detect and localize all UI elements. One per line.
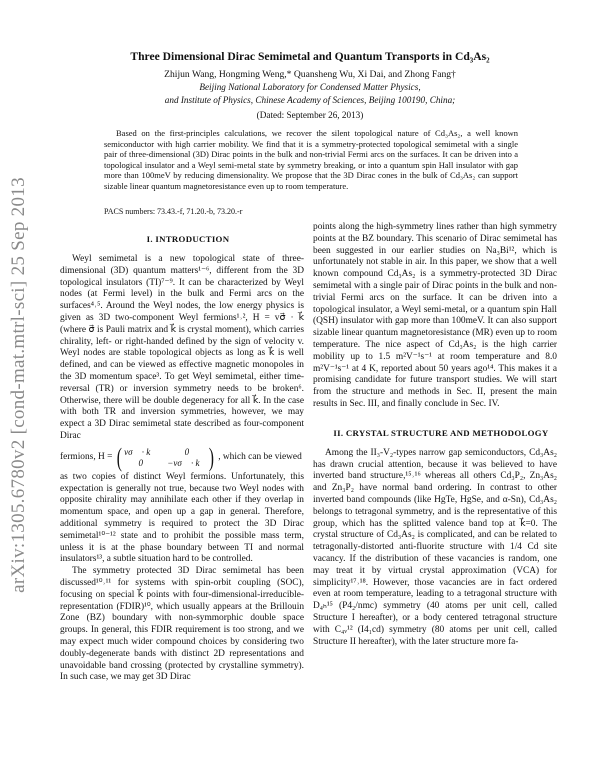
- arxiv-stamp: [2, 130, 36, 640]
- equation-suffix: , which can be viewed: [218, 451, 302, 462]
- author-list: Zhijun Wang, Hongming Weng,* Quansheng Wu, Xi Dai, and Zhong Fang†: [164, 69, 456, 80]
- pacs-numbers: PACS numbers: 73.43.-f, 71.20.-b, 73.20.-r: [104, 207, 243, 216]
- date-line: (Dated: September 26, 2013): [256, 110, 364, 120]
- left-column: [60, 233, 304, 684]
- equation-prefix: fermions, H =: [60, 451, 113, 462]
- matrix-entry-11: vσ⃗ · k⃗: [124, 447, 158, 458]
- matrix-entry-21: 0: [138, 458, 143, 469]
- crystal-paragraph-1: Among the II₃-V₂-types narrow gap semiconductors, Cd₃As₂ has drawn crucial attention, because it was believed to have inverted band structure,¹⁵˒¹⁶ whereas all others Cd₃P₂, Zn₃As₂ and Zn₃P₂ have normal band ordering. In contrast to other inverted band compounds (like HgTe, HgSe, and α-Sn), Cd₃As₂ belongs to tetragonal symmetry, and is the representative of this group, which has the splitted valence band top at k⃗=0. The crystal structure of Cd₃As₂ is complicated, and can be related to tetragonally-distorted anti-fluorite structure with 1/4 Cd site vacancy. If the distribution of these vacancies is random, one may treat it by virtual crystal approximation (VCA) for simplicity¹⁷˒¹⁸. However, those vacancies are in fact ordered even at room temperature, leading to a tetragonal structure with D₄ₕ¹⁵ (P4₂/nmc) symmetry (40 atoms per unit cell, called Structure I hereafter), or a body centered tetragonal structure with C₄ᵥ¹² (I4₁cd) symmetry (80 atoms per unit cell, called Structure II hereafter), with the later structure more fa-: [313, 447, 557, 647]
- intro-paragraph-2: The symmetry protected 3D Dirac semimetal has been discussed¹⁰˒¹¹ for systems with spin-orbit coupling (SOC), focusing on special k⃗ points with four-dimensional-irreducible-representation (FDIR)¹⁰, which usually appears at the Brillouin Zone (BZ) boundary with non-symmorphic double space groups. In general, this FDIR requirement is too strong, and we may expect much wider compound choices by considering two doubly-degenerate bands with distinct 2D representations and unavoidable band crossing (protected by crystalline symmetry). In such case, we may get 3D Dirac: [60, 566, 304, 683]
- matrix-entry-22: −vσ⃗ · k⃗: [167, 458, 207, 469]
- intro-paragraph-3: points along the high-symmetry lines rather than high symmetry points at the BZ boundary. This scenario of Dirac semimetal has been suggested in our earlier studies on Na₃Bi¹², which is unfortunately not stable in air. In this paper, we show that a well known compound Cd₃As₂ is a symmetry-protected 3D Dirac semimetal with a single pair of Dirac points in the bulk and non-trivial Fermi arcs on the surface. It can be driven into a topological insulator, a Weyl semi-metal, or a quantum spin Hall (QSH) insulator with gap more than 100meV. It can also support sizable linear quantum magnetoresistance (MR) even up to room temperature. The nice aspect of Cd₃As₂ is the high carrier mobility up to 1.5 m²V⁻¹s⁻¹ at room temperature and 8.0 m²V⁻¹s⁻¹ at 4 K, reported about 50 years ago¹⁴. This makes it a promising candidate for future transport studies. We will start from the structure and methods in Sec. II, present the main results in Sec. III, and finally conclude in Sec. IV.: [313, 222, 557, 409]
- paper-title: Three Dimensional Dirac Semimetal and Quantum Transports in Cd₃As₂: [130, 50, 490, 63]
- section-heading-crystal-structure: II. CRYSTAL STRUCTURE AND METHODOLOGY: [333, 427, 549, 438]
- abstract: Based on the first-principles calculations, we recover the silent topological nature of Cd₃As₂, a well known semiconductor with high carrier mobility. We find that it is a symmetry-protected topological semimetal with a single pair of three-dimensional (3D) Dirac points in the bulk and non-trivial Fermi arcs on the surfaces. It can be driven into a topological insulator and a Weyl semi-metal state by symmetry breaking, or into a quantum spin Hall insulator with gap more than 100meV by reducing dimensionality. We propose that the 3D Dirac cones in the bulk of Cd₃As₂ can support sizable linear quantum magnetoresistance even up to room temperature.: [104, 128, 518, 191]
- affiliation-line-2: and Institute of Physics, Chinese Academy of Sciences, Beijing 100190, China;: [164, 95, 456, 105]
- right-paren: ): [208, 442, 214, 472]
- matrix-entry-12: 0: [184, 447, 190, 458]
- hamiltonian-matrix: [115, 442, 215, 472]
- intro-paragraph-1a: Weyl semimetal is a new topological state of three-dimensional (3D) quantum matters¹⁻⁶, different from the 3D topological insulators (TI)⁷⁻⁹. It can be characterized by Weyl nodes (at Fermi level) in the bulk and Fermi arcs on the surfaces⁴˒⁵. Around the Weyl nodes, the low energy physics is given as 3D two-component Weyl fermions¹˒², H = vσ⃗ · k⃗ (where σ⃗ is Pauli matrix and k⃗ is crystal moment), which carries chirality, left- or right-handed defined by the sign of velocity v. Weyl nodes are stable topological objects as long as k⃗ is well defined, and can be viewed as effective magnetic monopoles in the 3D momentum space³. To get Weyl semimetal, either time-reversal (TR) or inversion symmetry needs to be broken⁶. Otherwise, there will be double degeneracy for all k⃗. In the case with both TR and inversion symmetries, however, we may expect a 3D Dirac semimetal state described as four-component Dirac: [60, 254, 304, 441]
- affiliation-line-1: Beijing National Laboratory for Condensed Matter Physics,: [199, 82, 421, 92]
- intro-paragraph-1b: as two copies of distinct Weyl fermions. Unfortunately, this expectation is generally not true, because two Weyl nodes with opposite chirality may annihilate each other if they overlap in momentum space, and open up a gap in general. Therefore, additional symmetry is required to protect the 3D Dirac semimetal¹⁰⁻¹² state and to prohibit the possible mass term, unless it is at the phase boundary between TI and normal insulators¹³, a subtle situation hard to be controlled.: [60, 471, 304, 565]
- dirac-hamiltonian-equation: [60, 442, 304, 472]
- right-column: [313, 222, 557, 648]
- section-heading-introduction: I. INTRODUCTION: [146, 234, 230, 244]
- left-paren: (: [117, 442, 123, 472]
- arxiv-stamp-text: arXiv:1305.6780v2 [cond-mat.mtrl-sci] 25 Sep 2013: [8, 177, 29, 593]
